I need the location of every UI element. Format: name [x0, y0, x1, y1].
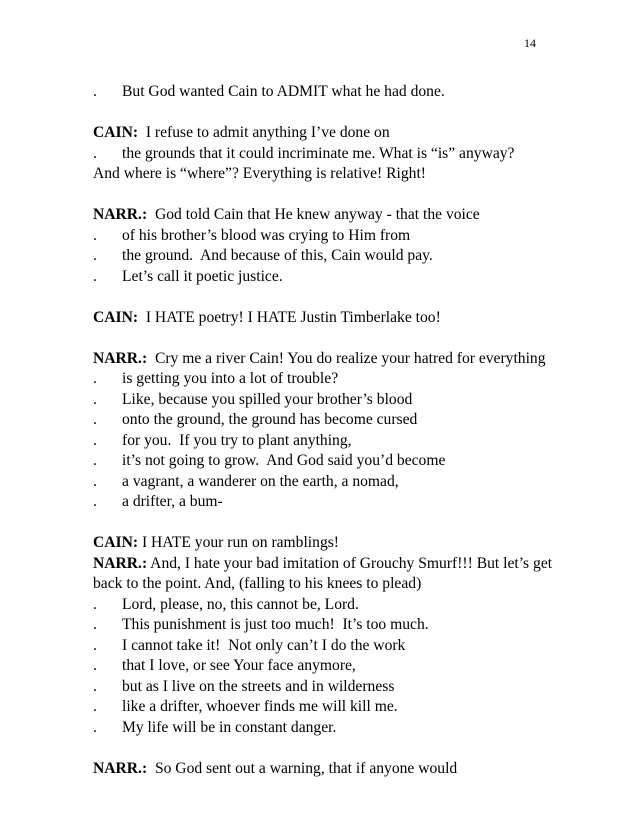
line-marker: .: [93, 267, 97, 285]
script-line: [93, 615, 563, 636]
block-spacer: [93, 287, 563, 308]
line-text: it’s not going to grow. And God said you’d become: [122, 452, 446, 469]
line-text: I refuse to admit anything I’ve done on: [138, 124, 390, 141]
dialogue-block: [93, 759, 563, 780]
line-text: Cry me a river Cain! You do realize your hatred for everything: [147, 349, 546, 367]
line-text: the grounds that it could incriminate me. What is “is” anyway?: [122, 144, 515, 162]
line-text: And where is “where”? Everything is relative! Right!: [93, 165, 426, 182]
line-text: So God sent out a warning, that if anyone would: [147, 759, 458, 777]
script-line: [93, 554, 563, 595]
dialogue-block: [93, 205, 563, 287]
dialogue-block: [93, 308, 563, 329]
script-line: [93, 246, 563, 267]
speaker-name: CAIN:: [93, 534, 139, 551]
line-text: that I love, or see Your face anymore,: [122, 657, 356, 674]
script-line: [93, 718, 563, 739]
line-marker: .: [93, 595, 97, 613]
line-text: I cannot take it! Not only can’t I do the work: [122, 636, 406, 654]
script-line: [93, 656, 563, 677]
line-text: This punishment is just too much! It’s too much.: [122, 616, 429, 633]
line-marker: .: [93, 247, 97, 264]
script-line: [93, 697, 563, 718]
block-spacer: [93, 738, 563, 759]
line-text: Let’s call it poetic justice.: [122, 267, 283, 285]
block-spacer: [93, 513, 563, 534]
line-text: is getting you into a lot of trouble?: [122, 370, 339, 387]
script-line: [93, 431, 563, 452]
line-text: a drifter, a bum-: [122, 493, 223, 510]
script-line: [93, 472, 563, 493]
speaker-name: NARR.:: [93, 759, 148, 777]
line-text: I HATE poetry! I HATE Justin Timberlake too!: [138, 308, 441, 326]
script-line: [93, 349, 563, 370]
line-marker: .: [93, 636, 97, 654]
script-line: [93, 410, 563, 431]
line-text: My life will be in constant danger.: [122, 718, 337, 736]
line-text: of his brother’s blood was crying to Him from: [122, 226, 411, 244]
line-text: And, I hate your bad imitation of Grouchy Smurf!!! But let’s get back to the point. And, (falling to his knees to plead): [93, 554, 556, 592]
script-line: [93, 226, 563, 247]
block-spacer: [93, 328, 563, 349]
speaker-name: NARR.:: [93, 349, 148, 367]
line-marker: .: [93, 677, 97, 695]
line-marker: .: [93, 390, 97, 408]
line-text: I HATE your run on ramblings!: [138, 534, 339, 551]
script-line: [93, 164, 563, 185]
line-text: Like, because you spilled your brother’s blood: [122, 390, 413, 408]
line-text: a vagrant, a wanderer on the earth, a nomad,: [122, 472, 399, 490]
page-number: 14: [524, 36, 536, 50]
script-line: [93, 677, 563, 698]
line-text: but as I live on the streets and in wilderness: [122, 677, 395, 695]
line-marker: .: [93, 472, 97, 490]
line-text: God told Cain that He knew anyway - that the voice: [147, 206, 480, 223]
script-line: [93, 636, 563, 657]
block-spacer: [93, 185, 563, 206]
line-marker: .: [93, 718, 97, 736]
script-body: [93, 82, 563, 779]
script-line: [93, 759, 563, 780]
script-line: [93, 144, 563, 165]
line-marker: .: [93, 83, 97, 100]
script-line: [93, 267, 563, 288]
line-marker: .: [93, 411, 97, 428]
line-marker: .: [93, 226, 97, 244]
speaker-name: NARR.:: [93, 206, 148, 223]
script-line: [93, 533, 563, 554]
line-marker: .: [93, 144, 97, 162]
script-line: [93, 308, 563, 329]
script-line: [93, 205, 563, 226]
line-marker: .: [93, 657, 97, 674]
script-line: [93, 492, 563, 513]
dialogue-block: [93, 533, 563, 738]
line-marker: .: [93, 698, 97, 715]
script-line: [93, 595, 563, 616]
line-marker: .: [93, 616, 97, 633]
script-line: [93, 82, 563, 103]
line-marker: .: [93, 370, 97, 387]
speaker-name: CAIN:: [93, 124, 139, 141]
script-line: [93, 369, 563, 390]
script-line: [93, 390, 563, 411]
line-text: for you. If you try to plant anything,: [122, 431, 352, 449]
speaker-name: NARR.:: [93, 554, 148, 572]
script-line: [93, 123, 563, 144]
speaker-name: CAIN:: [93, 308, 139, 326]
dialogue-block: [93, 82, 563, 103]
line-text: Lord, please, no, this cannot be, Lord.: [122, 595, 359, 613]
line-marker: .: [93, 452, 97, 469]
line-marker: .: [93, 493, 97, 510]
line-marker: .: [93, 431, 97, 449]
line-text: But God wanted Cain to ADMIT what he had done.: [122, 83, 445, 100]
line-text: like a drifter, whoever finds me will kill me.: [122, 698, 398, 715]
line-text: onto the ground, the ground has become cursed: [122, 411, 418, 428]
script-line: [93, 451, 563, 472]
dialogue-block: [93, 349, 563, 513]
line-text: the ground. And because of this, Cain would pay.: [122, 247, 433, 264]
block-spacer: [93, 103, 563, 124]
dialogue-block: [93, 123, 563, 185]
